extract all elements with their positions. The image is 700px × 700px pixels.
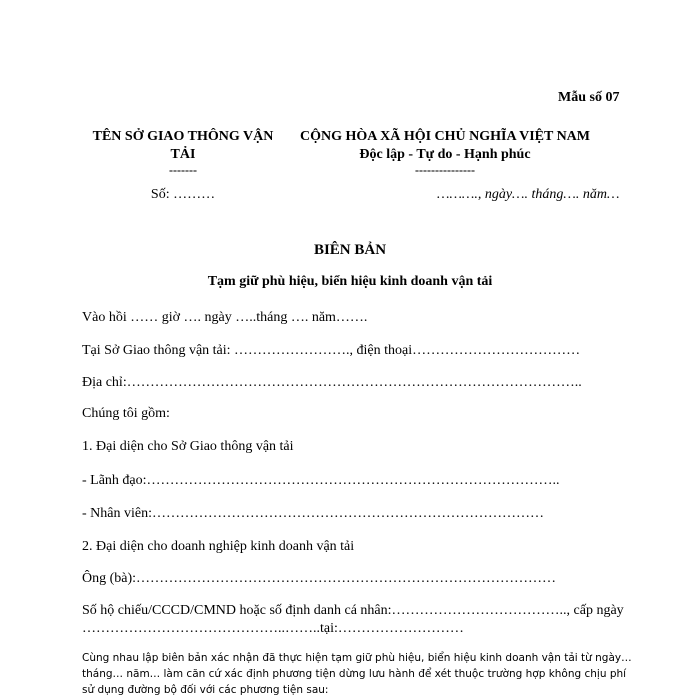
document-subtitle: Tạm giữ phù hiệu, biển hiệu kinh doanh vận tải (207, 274, 493, 289)
form-number: Mẫu số 07 (558, 90, 620, 105)
location-line: Tại Sở Giao thông vận tải: ……………………., điện thoại……………………………… (82, 343, 581, 358)
rep2-heading: 2. Đại diện cho doanh nghiệp kinh doanh vận tải (82, 539, 355, 554)
id-line-1: Số hộ chiếu/CCCD/CMND hoặc số định danh cá nhân:……………………………….., cấp ngày (82, 603, 624, 618)
header-left-separator: ------- (169, 163, 197, 177)
header-left-line1: TÊN SỞ GIAO THÔNG VẬN (92, 129, 274, 144)
time-line: Vào hồi …… giờ …. ngày …..tháng …. năm……. (82, 310, 368, 325)
paragraph-line-1: Cùng nhau lập biên bản xác nhận đã thực hiện tạm giữ phù hiệu, biển hiệu kinh doanh vận tải từ ngày… (82, 652, 632, 664)
we-are-line: Chúng tôi gồm: (82, 406, 170, 421)
rep1-heading: 1. Đại diện cho Sở Giao thông vận tải (82, 439, 294, 454)
document-number: Số: ……… (150, 187, 216, 202)
id-line-2: ……………………………………..……..tại:……………………… (82, 621, 464, 636)
staff-line: - Nhân viên:………………………………………………………………………… (82, 506, 544, 521)
date-line: ………., ngày…. tháng…. năm… (437, 187, 620, 202)
leader-line: - Lãnh đạo:…………………………………………………………………………….. (82, 473, 560, 488)
mr-mrs-line: Ông (bà):……………………………………………………………………………… (82, 571, 557, 586)
header-right-line1: CỘNG HÒA XÃ HỘI CHỦ NGHĨA VIỆT NAM (299, 129, 590, 144)
paragraph-line-2: tháng… năm… làm căn cứ xác định phương tiện dừng lưu hành để xét thuộc trường hợp không chịu phí (82, 668, 627, 680)
header-left-line2: TẢI (170, 147, 196, 162)
header-right-line2: Độc lập - Tự do - Hạnh phúc (359, 147, 531, 162)
document-title: BIÊN BẢN (313, 242, 387, 258)
header-right-separator: --------------- (415, 163, 475, 177)
address-line: Địa chỉ:…………………………………………………………………………………….. (82, 375, 582, 390)
paragraph-line-3: sử dụng đường bộ đối với các phương tiện sau: (82, 684, 329, 696)
